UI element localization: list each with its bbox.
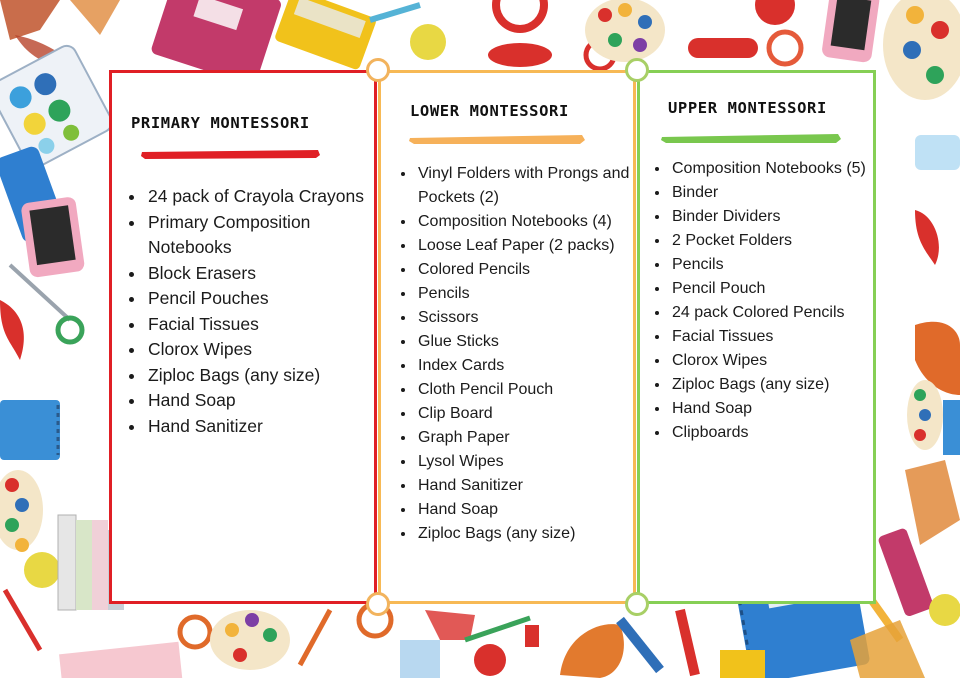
list-item: • Index Cards — [416, 354, 654, 378]
list-item: • Ziploc Bags (any size) — [670, 373, 888, 397]
primary-supply-list — [128, 184, 378, 439]
list-item: • Clipboards — [670, 421, 888, 445]
apple-icon — [755, 0, 795, 25]
list-item: • Primary Composition Notebooks — [146, 210, 378, 261]
card-notch — [366, 592, 390, 616]
list-item: • Composition Notebooks (5) — [670, 157, 888, 181]
primary-title: PRIMARY MONTESSORI — [131, 114, 310, 132]
scissors-icon — [688, 32, 801, 64]
lower-title: LOWER MONTESSORI — [410, 102, 569, 120]
list-item: • Loose Leaf Paper (2 packs) — [416, 234, 654, 258]
list-item: • Graph Paper — [416, 426, 654, 450]
card-notch — [366, 58, 390, 82]
eraser-icon — [915, 135, 960, 170]
upper-title-underline — [660, 132, 842, 145]
list-item: • 24 pack Colored Pencils — [670, 301, 888, 325]
apple-icon — [24, 552, 60, 588]
list-item: • Pencils — [416, 282, 654, 306]
list-item: • Clorox Wipes — [670, 349, 888, 373]
paint-palette-icon — [0, 470, 43, 552]
list-item: • Clip Board — [416, 402, 654, 426]
list-item: • Ziploc Bags (any size) — [416, 522, 654, 546]
phone-icon — [20, 196, 85, 278]
paint-palette-icon — [210, 610, 290, 670]
lower-supply-list — [398, 162, 654, 546]
list-item: • Cloth Pencil Pouch — [416, 378, 654, 402]
notebook-icon — [943, 400, 960, 455]
list-item: • Facial Tissues — [670, 325, 888, 349]
list-item: • Hand Soap — [416, 498, 654, 522]
scissors-icon — [180, 617, 210, 647]
list-item: • Pencils — [670, 253, 888, 277]
crayon-box-icon — [720, 650, 765, 678]
card-notch — [625, 592, 649, 616]
paint-palette-icon — [883, 0, 960, 100]
list-item: • Block Erasers — [146, 261, 378, 287]
pencil-icon — [465, 618, 530, 640]
list-item: • Scissors — [416, 306, 654, 330]
list-item: • Composition Notebooks (4) — [416, 210, 654, 234]
alarm-clock-icon — [492, 0, 548, 33]
list-item: • Hand Sanitizer — [416, 474, 654, 498]
phone-icon — [821, 0, 880, 63]
list-item: • Binder Dividers — [670, 205, 888, 229]
list-item: • Facial Tissues — [146, 312, 378, 338]
bow-icon — [0, 300, 24, 360]
paint-palette-icon — [585, 0, 665, 62]
list-item: • 24 pack of Crayola Crayons — [146, 184, 378, 210]
paint-palette-icon — [907, 380, 943, 450]
list-item: • Hand Soap — [146, 388, 378, 414]
list-item: • 2 Pocket Folders — [670, 229, 888, 253]
autumn-leaves-icon — [905, 460, 960, 545]
bow-icon — [425, 610, 475, 640]
binder-clip-icon — [525, 625, 539, 647]
list-item: • Pencil Pouch — [670, 277, 888, 301]
list-item: • Lysol Wipes — [416, 450, 654, 474]
pencil-icon — [5, 590, 40, 650]
notebook-icon — [59, 642, 183, 678]
list-item: • Hand Soap — [670, 397, 888, 421]
upper-supply-list — [652, 157, 888, 445]
list-item: • Ziploc Bags (any size) — [146, 363, 378, 389]
pencil-icon — [300, 610, 330, 665]
list-item: • Hand Sanitizer — [146, 414, 378, 440]
list-item: • Vinyl Folders with Prongs and Pockets (2) — [416, 162, 654, 210]
crayon-box-icon — [274, 0, 377, 71]
upper-title: UPPER MONTESSORI — [668, 99, 827, 117]
primary-title-underline — [140, 147, 322, 161]
spiral-notebook-icon — [0, 400, 60, 460]
bow-icon — [915, 210, 939, 265]
pencil-icon — [370, 5, 420, 20]
list-item: • Pencil Pouches — [146, 286, 378, 312]
list-item: • Glue Sticks — [416, 330, 654, 354]
school-bell-icon — [560, 624, 624, 678]
list-item: • Clorox Wipes — [146, 337, 378, 363]
apple-icon — [474, 644, 506, 676]
eraser-icon — [400, 640, 440, 678]
lower-title-underline — [408, 133, 586, 146]
apple-icon — [410, 24, 446, 60]
list-item: • Binder — [670, 181, 888, 205]
list-item: • Colored Pencils — [416, 258, 654, 282]
crayon-icon — [620, 610, 695, 675]
card-notch — [625, 58, 649, 82]
apple-icon — [929, 594, 960, 626]
